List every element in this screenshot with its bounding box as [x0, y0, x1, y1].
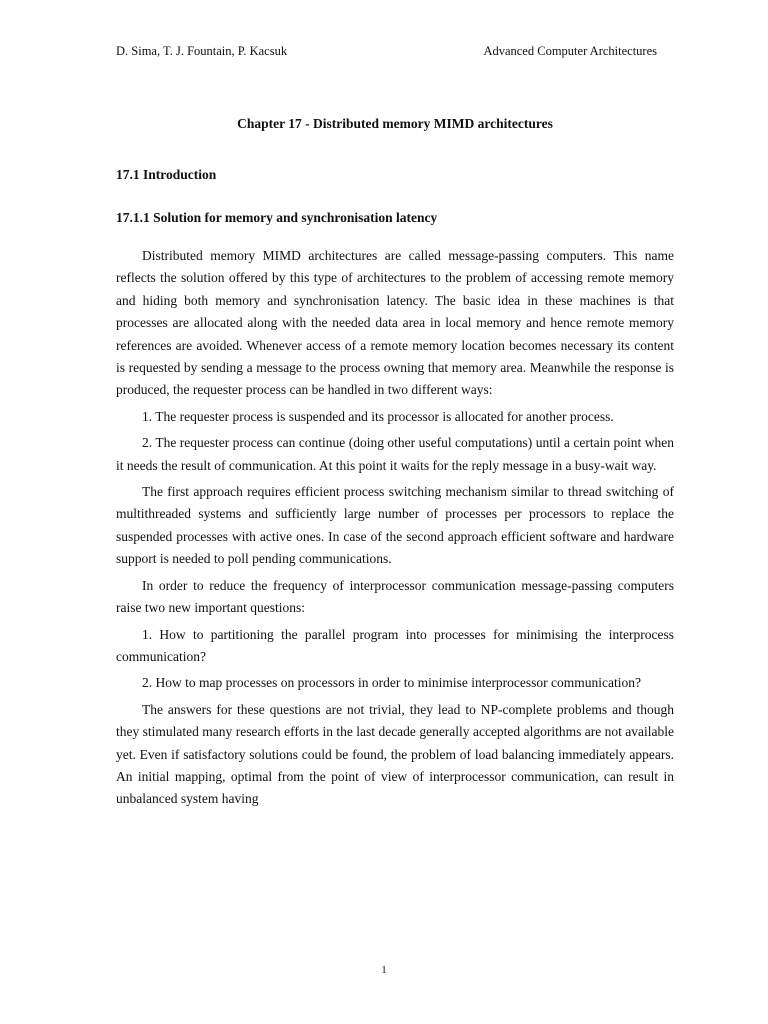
list-item: 2. The requester process can continue (doing other useful computations) until a certain point when it needs the result of communication. At this point it waits for the reply message in a busy-wait way.: [116, 435, 674, 473]
list-item: 1. The requester process is suspended and its processor is allocated for another process.: [142, 408, 614, 424]
page-number: 1: [381, 964, 387, 976]
list-item: 2. How to map processes on processors in order to minimise interprocessor communication?: [142, 675, 642, 691]
header-book-title: Advanced Computer Architectures: [483, 44, 657, 58]
chapter-title: Chapter 17 - Distributed memory MIMD architectures: [237, 116, 553, 131]
subsection-heading: 17.1.1 Solution for memory and synchronisation latency: [116, 210, 438, 225]
paragraph: The answers for these questions are not trivial, they lead to NP-complete problems and though they stimulated many research efforts in the last decade generally accepted algorithms are not available yet. Even if satisfactory solutions could be found, the problem of load balancing immediately appears. An initial mapping, optimal from the point of view of interprocessor communication, can result in unbalanced system having: [116, 701, 674, 807]
body-text: [116, 245, 674, 815]
paragraph: In order to reduce the frequency of interprocessor communication message-passing computers raise two new important questions:: [116, 577, 674, 616]
paragraph: Distributed memory MIMD architectures are called message-passing computers. This name reflects the solution offered by this type of architectures to the problem of accessing remote memory and hiding both memory and synchronisation latency. The basic idea in these machines is that processes are allocated along with the needed data area in local memory and hence remote memory references are avoided. Whenever access of a remote memory location becomes necessary its content is requested by sending a message to the process owning that memory area. Meanwhile the response is produced, the requester process can be handled in two different ways:: [116, 248, 674, 398]
section-heading: 17.1 Introduction: [116, 167, 217, 182]
running-header: [116, 42, 657, 60]
list-item: 1. How to partitioning the parallel program into processes for minimising the interprocess communication?: [116, 626, 674, 664]
header-authors: D. Sima, T. J. Fountain, P. Kacsuk: [116, 44, 288, 58]
paragraph: The first approach requires efficient process switching mechanism similar to thread switching of multithreaded systems and sufficiently large number of processes per processors to replace the suspended processes with active ones. In case of the second approach efficient software and hardware support is needed to poll pending communications.: [116, 484, 674, 567]
